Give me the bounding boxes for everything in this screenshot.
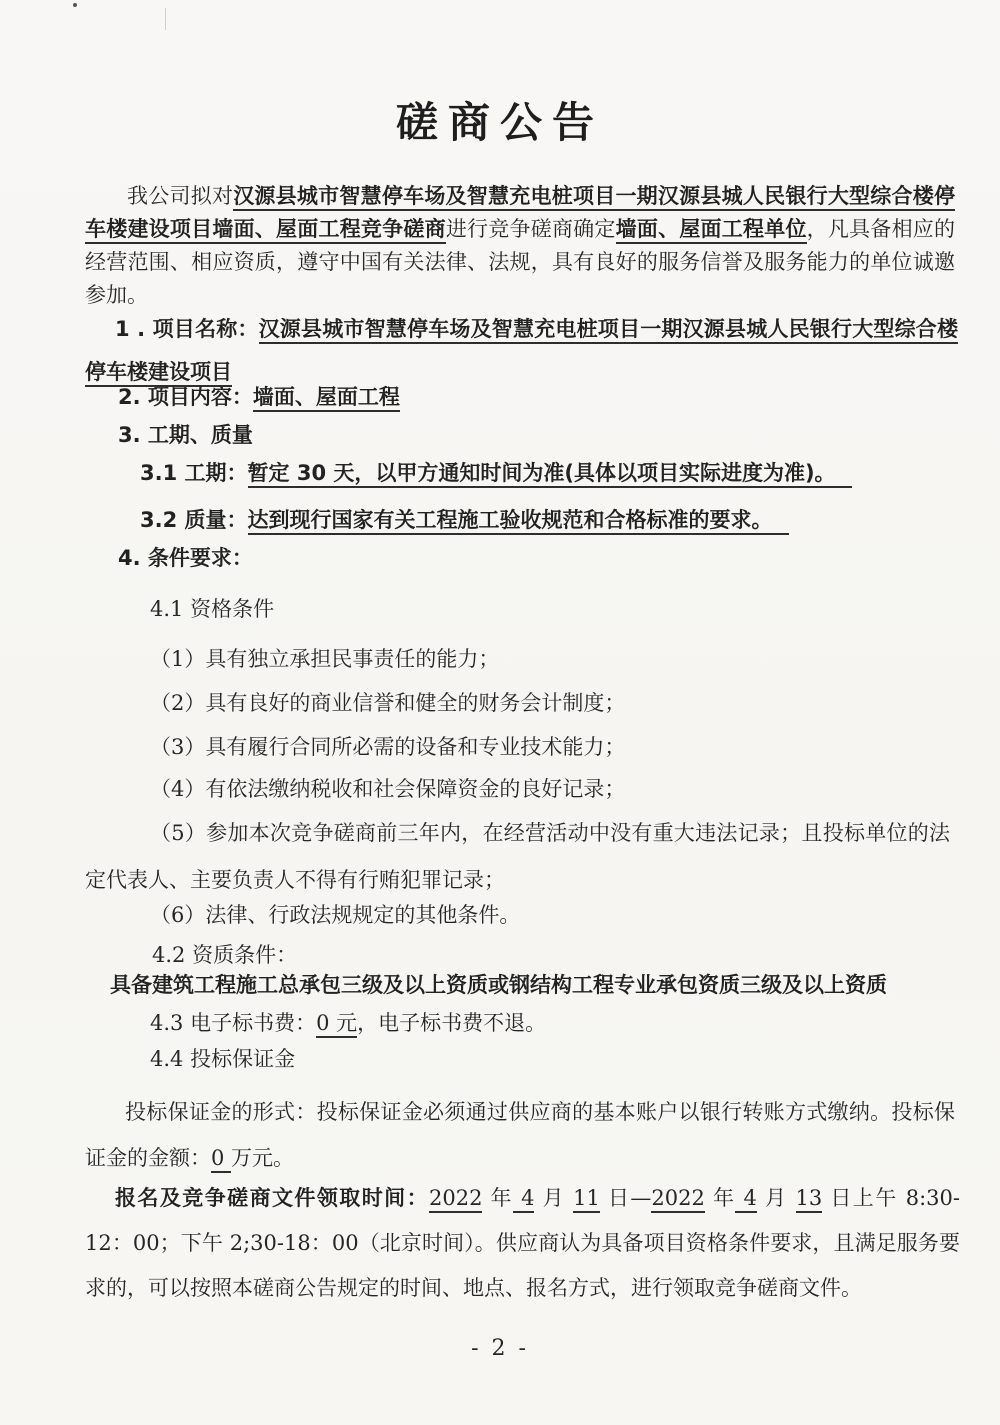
heading-credential-conditions: 4.2 资质条件： — [152, 943, 298, 967]
signup-label: 报名及竞争磋商文件领取时间： — [115, 1186, 429, 1210]
signup-day2: 13 — [796, 1186, 823, 1213]
item-project-content — [118, 382, 955, 412]
schedule-label: 3.1 工期： — [140, 461, 248, 485]
condition-1: （1）具有独立承担民事责任的能力； — [150, 647, 500, 671]
intro-paragraph — [85, 180, 955, 312]
condition-4: （4）有依法缴纳税收和社会保障资金的良好记录； — [150, 777, 626, 801]
deposit-tail: 万元。 — [231, 1146, 295, 1170]
schedule-value: 暂定 30 天，以甲方通知时间为准(具体以项目实际进度为准)。 — [248, 461, 852, 488]
scan-line-artifact — [165, 8, 166, 30]
condition-5: （5）参加本次竞争磋商前三年内，在经营活动中没有重大违法记录；且投标单位的法定代表人、主要负责人不得有行贿犯罪记录； — [85, 821, 950, 892]
signup-month1: 4 — [513, 1186, 534, 1213]
item-bid-document-fee — [150, 1008, 546, 1038]
intro-tail: ，凡具备相应的经营范围、相应资质，遵守中国有关法律、法规，具有良好的服务信誉及服务能力的单位诚邀参加。 — [85, 217, 956, 307]
credential-requirement-bold: 具备建筑工程施工总承包三级及以上资质或钢结构工程专业承包资质三级及以上资质 — [110, 973, 887, 997]
signup-year1: 2022 — [429, 1186, 482, 1213]
condition-6: （6）法律、行政法规规定的其他条件。 — [150, 903, 521, 927]
heading-qualification-conditions: 4.1 资格条件 — [150, 597, 275, 621]
signup-run: 月 — [756, 1186, 796, 1210]
item2-value: 墙面、屋面工程 — [253, 385, 400, 412]
item-quality — [140, 505, 960, 535]
item1-value: 汉源县城市智慧停车场及智慧充电桩项目一期汉源县城人民银行大型综合楼停车楼建设项目 — [85, 317, 958, 387]
deposit-text: 投标保证金的形式：投标保证金必须通过供应商的基本账户以银行转账方式缴纳。投标保证金的金额： — [85, 1100, 955, 1170]
project-name-bold: 汉源县城市智慧停车场及智慧充电桩项目一期汉源县城人民银行大型综合楼停车楼建设项目墙面、屋面工程竞争磋商 — [85, 184, 955, 244]
fee-label: 4.3 电子标书费： — [150, 1011, 317, 1035]
signup-run: 日— — [599, 1186, 652, 1210]
deposit-amount: 0 — [211, 1146, 231, 1173]
signup-month2: 4 — [735, 1186, 756, 1213]
doc-title: 磋商公告 — [395, 98, 604, 147]
intro-prefix: 我公司拟对 — [127, 184, 234, 208]
fee-value: 0 元 — [316, 1011, 357, 1038]
signup-run: 月 — [534, 1186, 574, 1210]
fee-tail: ，电子标书费不退。 — [357, 1011, 547, 1035]
work-unit-bold: 墙面、屋面工程单位 — [616, 217, 807, 244]
condition-3: （3）具有履行合同所必需的设备和专业技术能力； — [150, 735, 626, 759]
signup-tail: 日上午 8:30-12：00；下午 2;30-18：00（北京时间）。供应商认为具备项目资格条件要求，且满足服务要求的，可以按照本磋商公告规定的时间、地点、报名方式，进行领取竞争磋商文件。 — [85, 1186, 960, 1300]
item2-label: 2. 项目内容： — [118, 385, 253, 409]
signup-run: 年 — [704, 1186, 736, 1210]
scan-speck — [73, 3, 77, 7]
heading-bid-deposit: 4.4 投标保证金 — [150, 1047, 296, 1071]
page-number: - 2 - — [471, 1336, 529, 1361]
item-schedule — [140, 458, 960, 488]
item1-label: 1 . 项目名称： — [115, 317, 259, 341]
intro-mid: 进行竞争磋商确定 — [445, 217, 616, 241]
signup-day1: 11 — [573, 1186, 600, 1213]
quality-label: 3.2 质量： — [140, 508, 248, 532]
signup-paragraph — [85, 1176, 960, 1311]
heading-requirements: 4. 条件要求： — [118, 546, 253, 570]
signup-year2: 2022 — [651, 1186, 704, 1213]
heading-schedule-quality: 3. 工期、质量 — [118, 423, 253, 447]
condition-2: （2）具有良好的商业信誉和健全的财务会计制度； — [150, 691, 626, 715]
deposit-paragraph — [85, 1089, 955, 1181]
quality-value: 达到现行国家有关工程施工验收规范和合格标准的要求。 — [248, 508, 789, 535]
signup-run: 年 — [482, 1186, 513, 1210]
